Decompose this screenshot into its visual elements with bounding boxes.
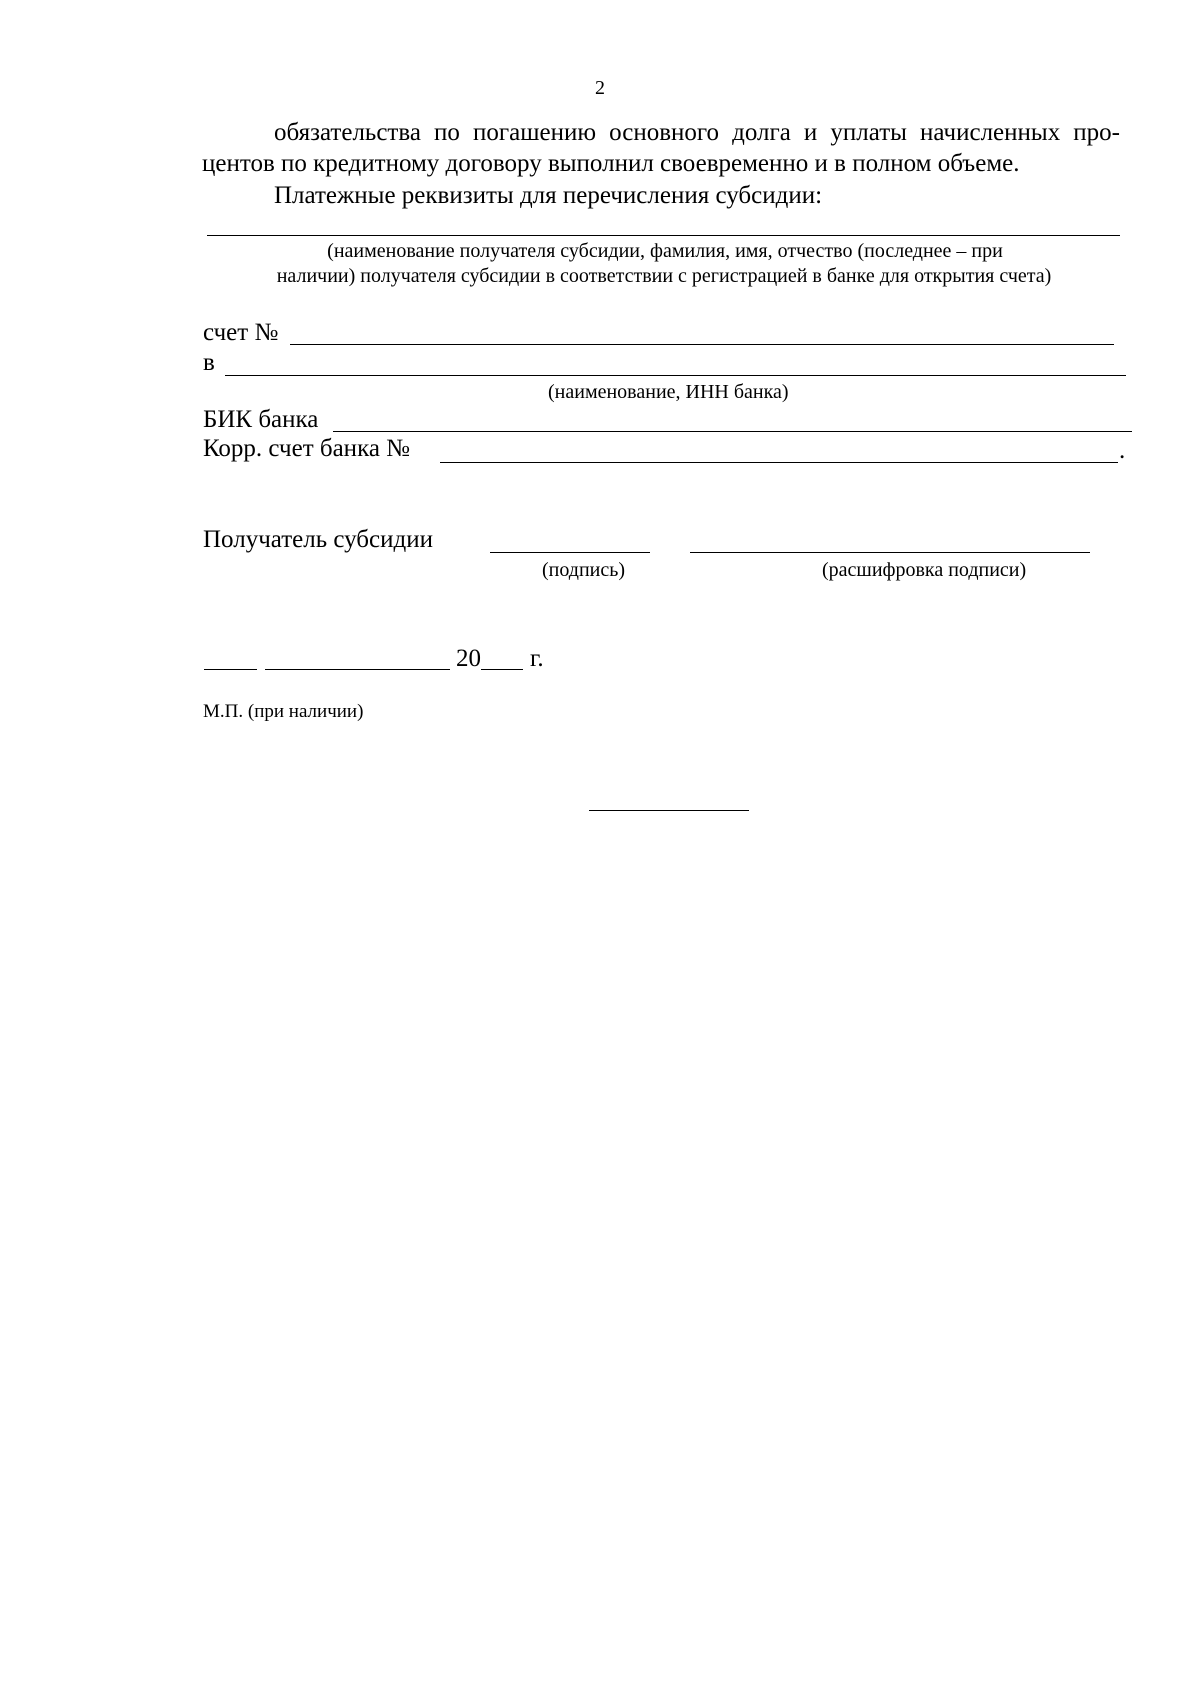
bank-caption: (наименование, ИНН банка) — [548, 381, 789, 403]
recipient-caption-line-2: наличии) получателя субсидии в соответствии с регистрацией в банке для открытия счета) — [276, 265, 1052, 287]
date-year-prefix: 20 — [456, 645, 481, 672]
body-line-1: обязательства по погашению основного долга и уплаты начисленных про- — [274, 119, 1120, 146]
date-year-field[interactable] — [481, 669, 523, 670]
account-label: счет № — [203, 319, 279, 346]
corr-account-field[interactable] — [440, 462, 1118, 463]
bik-field[interactable] — [333, 431, 1132, 432]
recipient-caption-line-1: (наименование получателя субсидии, фамилия, имя, отчество (последнее – при — [327, 240, 1003, 262]
date-day-field[interactable] — [204, 669, 257, 670]
date-month-field[interactable] — [265, 669, 450, 670]
bik-label: БИК банка — [203, 406, 319, 433]
page-number: 2 — [595, 77, 605, 99]
body-line-3: Платежные реквизиты для перечисления субсидии: — [274, 182, 823, 209]
signature-decode-field[interactable] — [690, 552, 1090, 553]
body-line-2: центов по кредитному договору выполнил своевременно и в полном объеме. — [202, 150, 1020, 177]
signature-caption: (подпись) — [542, 559, 626, 581]
stamp-label: М.П. (при наличии) — [203, 701, 364, 722]
signature-decode-caption: (расшифровка подписи) — [822, 559, 1027, 581]
bank-field[interactable] — [225, 375, 1126, 376]
signature-field[interactable] — [490, 552, 650, 553]
date-year-suffix: г. — [530, 645, 544, 672]
recipient-name-field[interactable] — [207, 235, 1120, 236]
corr-account-end: . — [1119, 437, 1126, 464]
account-field[interactable] — [290, 344, 1114, 345]
bank-label: в — [203, 349, 215, 376]
end-divider — [589, 810, 749, 811]
corr-account-label: Корр. счет банка № — [203, 435, 411, 462]
recipient-signature-label: Получатель субсидии — [203, 526, 433, 553]
